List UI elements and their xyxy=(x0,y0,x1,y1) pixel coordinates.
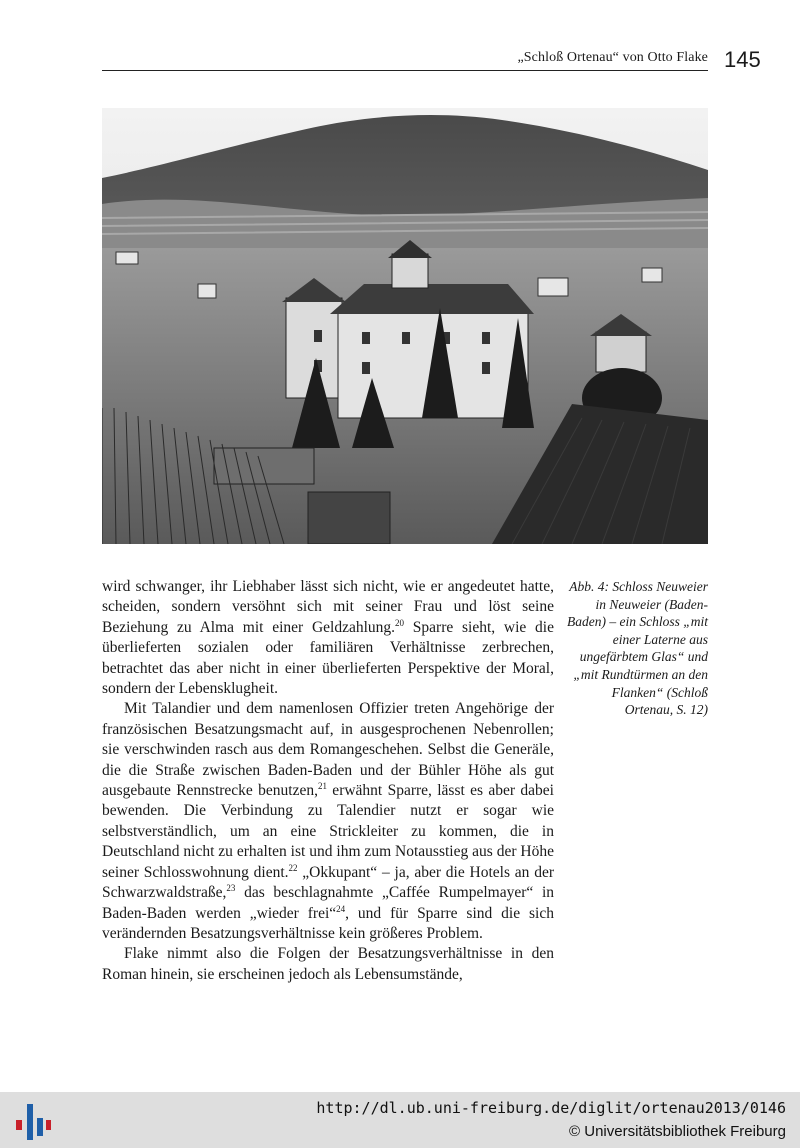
footnote-ref: 21 xyxy=(317,781,327,792)
page-header xyxy=(102,46,708,71)
figure-photo xyxy=(102,108,708,544)
page-number: 145 xyxy=(724,47,761,72)
running-title: „Schloß Ortenau“ von Otto Flake xyxy=(517,50,708,65)
footer-bar xyxy=(0,1092,800,1148)
figure-caption: Abb. 4: Schloss Neuweier in Neuweier (Baden-Baden) – ein Schloss „mit einer Laterne aus ungefärbtem Glas“ und „mit Rundtürmen an den Flanken“ (Schloß Ortenau, S. 12) xyxy=(567,579,708,718)
footnote-ref: 23 xyxy=(226,883,236,894)
paragraph-1: wird schwanger, ihr Liebhaber lässt sich nicht, wie er angedeutet hatte, scheiden, sondern versöhnt sich mit seiner Frau und löst seine Beziehung zu Alma mit einer Geldzahlung.$^{20}$ Sparre sieht, wie die überlieferten sozialen oder familiären Verhältnisse zerbrechen, betrachtet das aber nicht in einer überlieferten Perspektive der Moral, sondern der Lebensklugheit. xyxy=(102,578,554,698)
footnote-ref: 20 xyxy=(395,617,405,628)
footnote-ref: 22 xyxy=(288,862,298,873)
footer-url[interactable]: http://dl.ub.uni-freiburg.de/diglit/ortenau2013/0146 xyxy=(316,1099,786,1117)
footnote-ref: 24 xyxy=(336,903,346,914)
paragraph-2: Mit Talandier und dem namenlosen Offizier treten Angehörige der französischen Besatzungsmacht auf, in ausgesprochenen Nebenrollen; sie verschwinden rasch aus dem Romangeschehen. Selbst die Generäle, die die Straße zwischen Baden-Baden und der Bühler Höhe als gut ausgebaute Rennstrecke benutzen,$^{21}$ erwähnt Sparre, lässt es aber dabei bewenden. Die Verbindung zu Talendier nutzt er sogar wie selbstverständlich, um an eine Strickleiter zu kommen, die in Deutschland nicht zu erhalten ist und ihm zum Notausstieg aus der Höhe seiner Schlosswohnung dient.$^{22}$ „Okkupant“ – ja, aber die Hotels an der Schwarzwaldstraße,$^{23}$ das beschlagnahmte „Caffée Rumpelmayer“ in Baden-Baden werden „wieder frei“$^{24}$, und für Sparre sind die sich verändernden Besatzungsverhältnisse kein größeres Problem. xyxy=(102,700,554,942)
paragraph-3: Flake nimmt also die Folgen der Besatzungsverhältnisse in den Roman hinein, sie erscheinen jedoch als Lebensumstände, xyxy=(102,945,554,983)
footer-copyright: © Universitätsbibliothek Freiburg xyxy=(569,1123,786,1140)
body-text xyxy=(102,577,554,985)
ub-freiburg-logo-icon xyxy=(10,1100,54,1144)
